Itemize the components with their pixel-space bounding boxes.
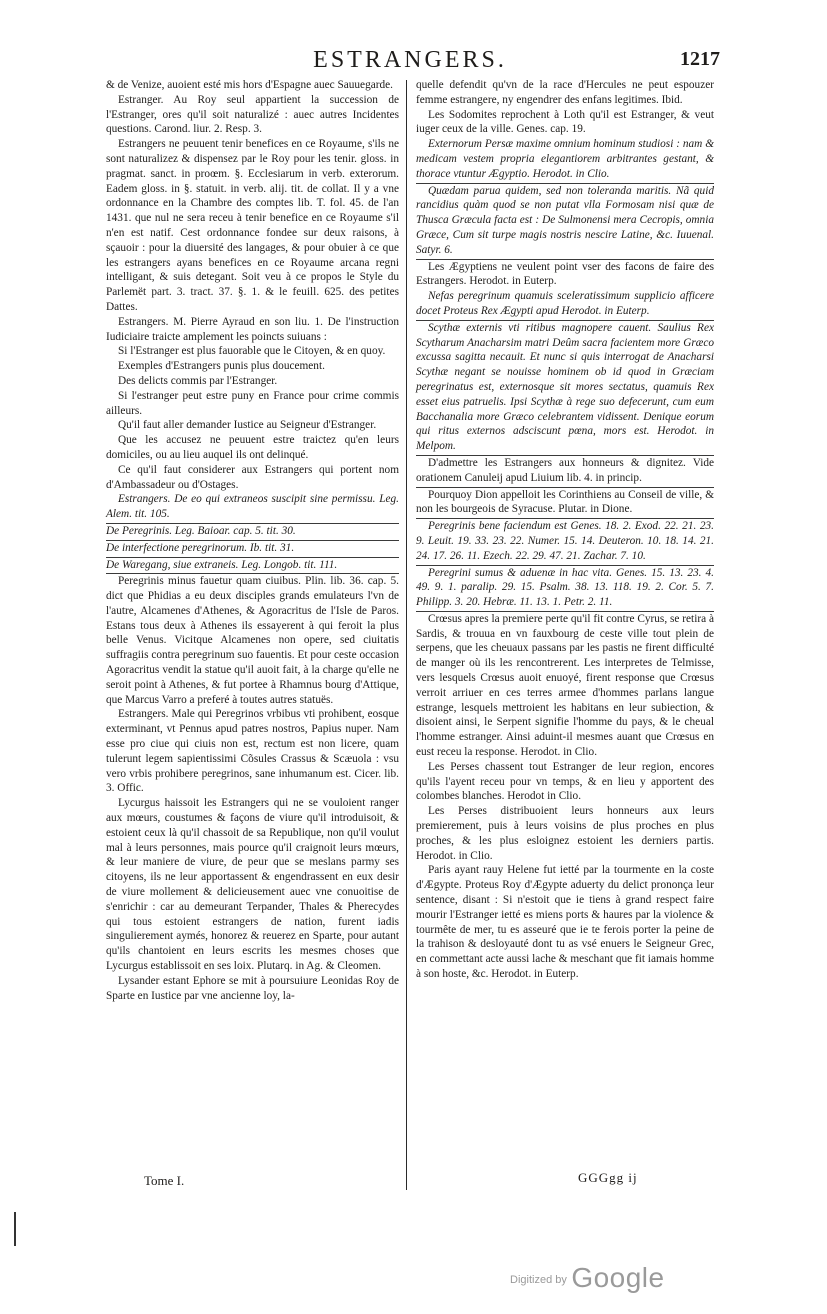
citation: Peregrinis bene faciendum est Genes. 18. 2. Exod. 22. 21. 23. 9. Leuit. 19. 33. 23. 22. Numer. 15. 14. Deuteron. 10. 18. 14. 21. 24. 17. 26. 11. Ezech. 22. 29. 47. 21. Zachar. 7. 10. [416, 519, 714, 565]
list-item: Des delicts commis par l'Estranger. [118, 374, 278, 387]
running-header [100, 46, 720, 76]
page-title: ESTRANGERS. [313, 47, 507, 73]
left-column [106, 78, 399, 1003]
list-item: Si l'Estranger est plus fauorable que le Citoyen, & en quoy. [118, 345, 386, 358]
paragraph: Les Sodomites reprochent à Loth qu'il est Estranger, & veut iuger ceux de la ville. Genes. cap. 19. [416, 108, 714, 136]
paragraph: Crœsus apres la premiere perte qu'il fit contre Cyrus, se retira à Sardis, & trouua en vn fauxbourg de ceste ville tout plein de serpens, que les cheuaux passans par les pastis ne firent difficulté de manger où ils les rencontrerent. Les interpretes de Telmisse, vers lesquels Crœsus auoit enuoyé, firent response que Crœsus verroit arriuer en ces terres armee d'hommes parlans langue estrange, lesquels mettroient les habitans en leur subiection, & disoient ainsi, le Serpent signifie l'homme du pays, & le cheual l'homme estranger. Ainsi aduint-il mesmes auant que Crœsus en eust receu la response. Herodot. in Clio. [416, 612, 714, 759]
paragraph: Paris ayant rauy Helene fut ietté par la tourmente en la coste d'Ægypte. Proteus Roy d'Ægypte aduerty du delict prononça leur sentence, disant : Si n'estoit que ie tiens à grand respect faire mourir l'Estranger ietté es miens ports & haures par la violence & tourmête de mer, tu es asseuré que ie te ferois porter la peine de la trahison & desloyauté dont tu as vsé enuers le Seigneur Grec, en commettant acte aussi lache & meschant que fit iamais homme à son hoste, &c. Herodot. in Euterp. [416, 864, 715, 981]
citation: Externorum Persæ maxime omnium hominum studiosi : nam & medicam vestem propria elegantiorem arbitrantes gestant, & thorace vtuntur Ægyptio. Herodot. in Clio. [416, 137, 714, 183]
right-column [416, 78, 714, 982]
citation: Nefas peregrinum quamuis sceleratissimum supplicio afficere docet Proteus Rex Ægypti apud Herodot. in Euterp. [416, 289, 714, 321]
list-item: Que les accusez ne peuuent estre traictez qu'en leurs domiciles, ou au lieu auquel ils ont delinqué. [106, 434, 399, 461]
page-number: 1217 [680, 48, 720, 70]
list-item: Si l'estranger peut estre puny en France pour crime commis ailleurs. [106, 389, 399, 417]
column-divider [406, 80, 407, 1190]
paragraph: Estrangers ne peuuent tenir benefices en ce Royaume, s'ils ne sont naturalizez & dispensez par le Roy pour les tenir. gloss. in pragmat. sanct. in proœm. §. Ecclesiarum in verb. exterorum. Eadem gloss. in §. statuit. in verb. alij. tit. de collat. Il y a vne ordonnance en la Chambre des comptes lib. T. fol. 45. de l'an 1431. que nul ne sera receu à tenir benefice en ce Royaume s'il n'en est natif. Cest ordonnance fondee sur deux raisons, à sçauoir : pour la diuersité des langages, & pour obuier à ce que les estrangers ayans benefices en ce Royaume arcana regni intelligant, & suis detegant. Soit veu à ce propos le Style du Parlemët part. 3. tract. 37. §. 1. & le feuill. 625. des petites Dattes. [106, 138, 399, 313]
paragraph: Pourquoy Dion appelloit les Corinthiens au Conseil de ville, & non les bourgeois de Syracuse. Plutar. in Dione. [416, 488, 714, 520]
citation: Scythæ externis vti ritibus magnopere cauent. Saulius Rex Scytharum Anacharsim matri Deûm sacra facientem more Græco excussa sagitta necauit. Et nunc si quis interrogat de Anacharsi Scythæ negant se nouisse hominem ob id quod in Græciam peregrinatus est, externosque sit mores sectatus, quamuis Rex esset eius patruelis. Ipsi Scythæ à rege suo defecerunt, cum eum Bacchanalia more Græco celebrantem vidissent. Denique eorum qui ritus externos adsciscunt pœna, mors est. Herodot. in Melpom. [416, 321, 714, 456]
signature-mark: GGGgg ij [578, 1170, 638, 1185]
paragraph: Les Perses chassent tout Estranger de leur region, encores qu'ils l'ayent receu pour vn temps, & en lieu y apportent des colombes blanches. Herodot in Clio. [416, 760, 714, 803]
list-item: Qu'il faut aller demander Iustice au Seigneur d'Estranger. [118, 419, 377, 432]
list-item: Exemples d'Estrangers punis plus doucement. [118, 360, 325, 373]
citation: Peregrini sumus & aduenæ in hac vita. Genes. 15. 13. 23. 4. 49. 9. 1. paralip. 29. 15. Psalm. 38. 13. 118. 19. 2. Cor. 5. 7. Philipp. 3. 20. Hebræ. 11. 13. 1. Petr. 2. 11. [416, 566, 714, 612]
paragraph: Estranger. Au Roy seul appartient la succession de l'Estranger, ores qu'il soit naturalizé : auec autres Incidentes questions. Carond. liur. 2. Resp. 3. [106, 93, 399, 136]
paragraph: Les Ægyptiens ne veulent point vser des facons de faire des Estrangers. Herodot. in Euterp. [416, 260, 714, 288]
volume-label: Tome I. [144, 1173, 185, 1188]
citation: De Waregang, siue extraneis. Leg. Longob. tit. 111. [106, 558, 399, 575]
paragraph: D'admettre les Estrangers aux honneurs & dignitez. Vide orationem Canuleij apud Liuium lib. 4. in princip. [416, 456, 714, 488]
paragraph: Lycurgus haissoit les Estrangers qui ne se vouloient ranger aux mœurs, coustumes & façons de viure qu'il introduisoit, & estoient ceux là qu'il chassoit de sa Republique, non qu'il voulut mal à leurs personnes, mais pource qu'il craignoit leurs mœurs, & leur maniere de viure, de peur que se meslans parmy ses citoyens, ils ne leur apportassent & engendrassent en eux desir de viure mollement & delicieusement auec vne conuoitise de s'enrichir : car au demeurant Terpander, Thales & Pherecydes qui tous estoient estrangers de nation, furent iadis singulierement aymés, honorez & reuerez en Sparte, pour autant qu'ils chantoient en leurs escrits les mesmes choses que Lycurgus establissoit en ses loix. Plutarq. in Ag. & Cleomen. [106, 797, 399, 973]
watermark-prefix: Digitized by [510, 1274, 567, 1286]
google-logo: Google [571, 1262, 665, 1293]
citation: Quædam parua quidem, sed non toleranda maritis. Nã quid rancidius quàm quod se non putat vlla Formosam nisi quæ de Thusca Græcula facta est : De Sulmonensi mera Cecropis, omnia Græce, Cum sit turpe magis nostris nescire Latine, &c. Iuuenal. Satyr. 6. [416, 184, 714, 260]
paragraph: & de Venize, auoient esté mis hors d'Espagne auec Sauuegarde. [106, 79, 393, 91]
paragraph: Lysander estant Ephore se mit à poursuiure Leonidas Roy de Sparte en Iustice par vne ancienne loy, la- [106, 974, 399, 1002]
list-item: Ce qu'il faut considerer aux Estrangers qui portent nom d'Ambassadeur ou d'Ostages. [106, 463, 399, 491]
paragraph: Estrangers. Male qui Peregrinos vrbibus vti prohibent, eosque exterminant, vt Pennus apud patres nostros, Papius nuper. Nam esse pro ciue qui ciuis non est, rectum est non licere, quam tulerunt legem sapientissimi Cõsules Crassus & Scæuola : vsu vero vrbis prohibere peregrinos, sane inhumanum est. Cicer. lib. 3. Offic. [106, 708, 399, 795]
citation: De Peregrinis. Leg. Baioar. cap. 5. tit. 30. [106, 524, 399, 541]
paragraph: quelle defendit qu'vn de la race d'Hercules ne peut espouzer femme estrangere, ny engendrer des enfans legitimes. Ibid. [416, 79, 714, 106]
citation: Estrangers. De eo qui extraneos suscipit sine permissu. Leg. Alem. tit. 105. [106, 492, 399, 524]
digitized-watermark [510, 1262, 665, 1294]
paragraph: Estrangers. M. Pierre Ayraud en son liu. 1. De l'instruction Iudiciaire traicte amplement les poincts suiuans : [106, 315, 399, 343]
margin-mark [14, 1212, 16, 1246]
paragraph: Peregrinis minus fauetur quam ciuibus. Plin. lib. 36. cap. 5. dict que Phidias a eu deux disciples grands emulateurs l'vn de l'autre, Alcamenes d'Athenes, & Agoracritus de l'Isle de Paros. Estans tous deux à Athenes ils essayerent à qui feroit la plus belle Venus. Vicitque Alcamenes non opere, sed ciuitatis suffragiis contra peregrinum suo fauentis. Et pour ceste occasion Agoracritus vendit la statue qu'il auoit fait, à la charge qu'elle ne seroit point à Athenes, & fut portee à Rhamnus bourg d'Attique, que Marcus Varro a preferé à toutes autres statuës. [106, 575, 399, 706]
citation: De interfectione peregrinorum. Ib. tit. 31. [106, 541, 399, 558]
paragraph: Les Perses distribuoient leurs honneurs aux leurs premierement, puis à leurs voisins de plus proches en plus proches, & les plus esloignez estoient les derniers partis. Herodot. in Clio. [416, 805, 714, 862]
